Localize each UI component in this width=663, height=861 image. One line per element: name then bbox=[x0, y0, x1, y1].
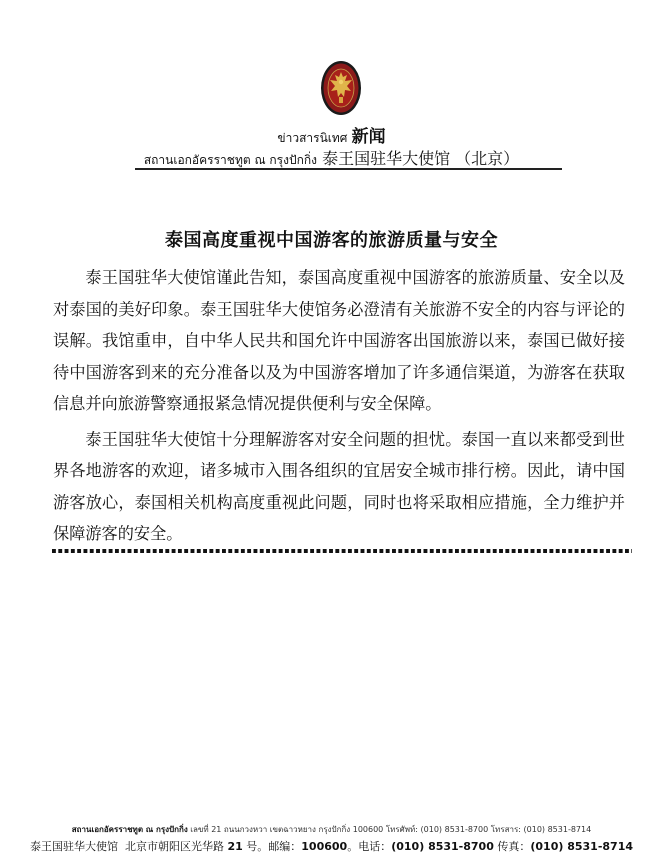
footer-chinese bbox=[0, 838, 663, 854]
footer-cn-number: 21 bbox=[227, 840, 243, 853]
news-header bbox=[0, 122, 663, 148]
header-thai-news: ข่าวสารนิเทศ bbox=[277, 131, 348, 145]
dotted-divider bbox=[52, 549, 632, 553]
document-title: 泰国高度重视中国游客的旅游质量与安全 bbox=[165, 230, 498, 251]
footer-phone: (010) 8531-8700 bbox=[391, 840, 494, 853]
footer-phone-label: 。电话： bbox=[347, 840, 392, 853]
footer-postcode: 100600 bbox=[301, 840, 348, 853]
header-divider bbox=[135, 168, 562, 170]
thai-garuda-emblem-icon bbox=[320, 60, 362, 116]
footer-fax-label: 传真： bbox=[497, 840, 531, 853]
footer-fax: (010) 8531-8714 bbox=[530, 840, 634, 853]
footer-cn-address-suffix: 号。邮编： bbox=[246, 840, 302, 853]
footer-thai bbox=[0, 823, 663, 836]
paragraph-1: 泰王国驻华大使馆谨此告知，泰国高度重视中国游客的旅游质量、安全以及对泰国的美好印象。泰王国驻华大使馆务必澄清有关旅游不安全的内容与评论的误解。我馆重申，自中华人民共和国允许中国游客出国旅游以来，泰国已做好接待中国游客到来的充分准备以及为中国游客增加了许多通信渠道，为游客在获取信息并向旅游警察通报紧急情况提供便利与安全保障。 bbox=[53, 268, 625, 413]
header-cn-embassy: 泰王国驻华大使馆 （北京） bbox=[322, 149, 520, 168]
footer-cn-name: 泰王国驻华大使馆 bbox=[29, 840, 118, 853]
document-body bbox=[53, 262, 625, 554]
footer-cn-address-prefix: 北京市朝阳区光华路 bbox=[124, 840, 224, 853]
footer-thai-name: สถานเอกอัครราชทูต ณ กรุงปักกิ่ง bbox=[71, 825, 188, 834]
header-cn-news: 新闻 bbox=[351, 127, 386, 147]
paragraph-2: 泰王国驻华大使馆十分理解游客对安全问题的担忧。泰国一直以来都受到世界各地游客的欢迎，诸多城市入围各组织的宜居安全城市排行榜。因此，请中国游客放心，泰国相关机构高度重视此问题，同时也将采取相应措施，全力维护并保障游客的安全。 bbox=[53, 429, 625, 543]
embassy-header bbox=[0, 146, 663, 170]
footer-thai-address: เลขที่ 21 ถนนกวงหวา เขตฉาวหยาง กรุงปักกิ่ง 100600 โทรศัพท์: (010) 8531-8700 โทรสาร: (010) 8531-8714 bbox=[190, 825, 592, 834]
header-thai-embassy: สถานเอกอัครราชทูต ณ กรุงปักกิ่ง bbox=[143, 153, 317, 167]
